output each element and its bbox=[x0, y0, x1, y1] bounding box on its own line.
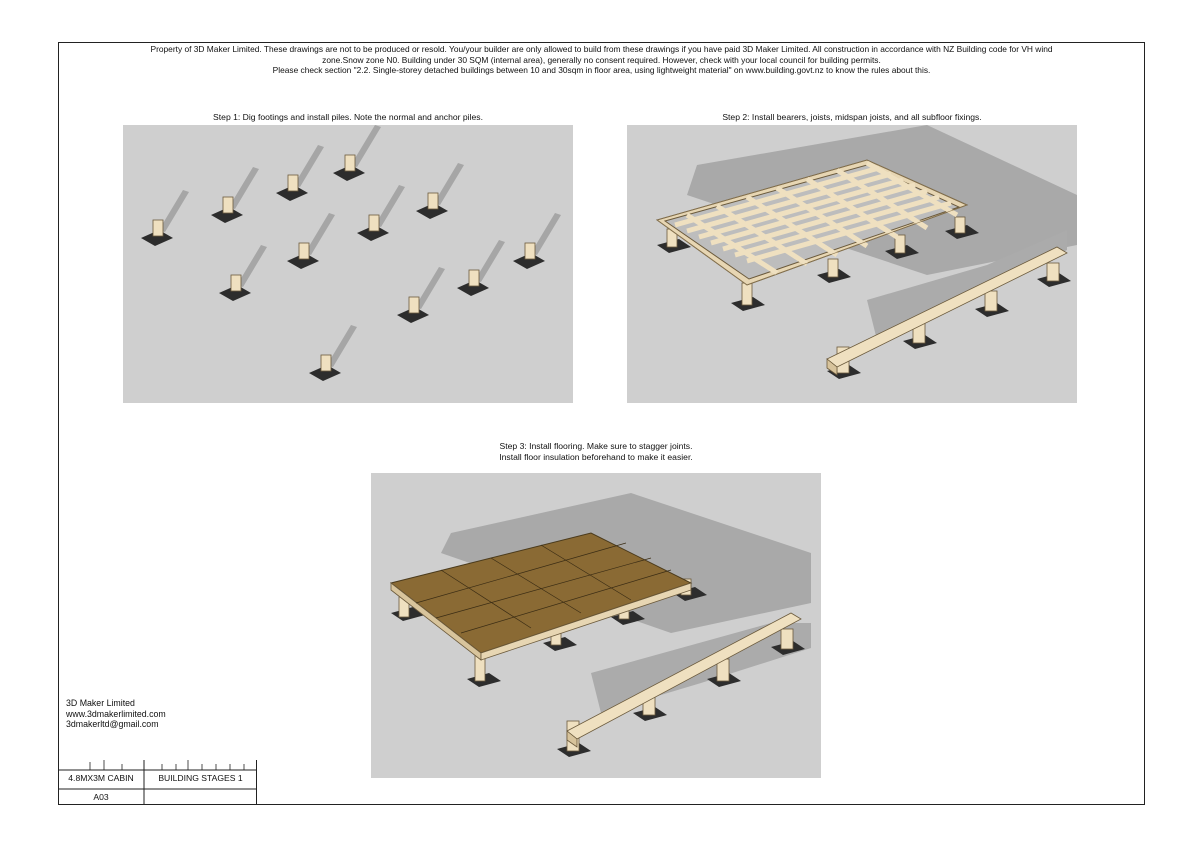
step-3-caption-line-2: Install floor insulation beforehand to make it easier. bbox=[499, 452, 693, 462]
pile bbox=[276, 145, 324, 201]
pile bbox=[287, 213, 335, 269]
disclaimer-text bbox=[60, 44, 1143, 76]
step-3-caption-line-1: Step 3: Install flooring. Make sure to stagger joints. bbox=[499, 441, 693, 451]
disclaimer-line-2: zone.Snow zone N0. Building under 30 SQM (internal area), generally no consent required. However, check with your local council for building permits. bbox=[322, 54, 881, 65]
step-1-piles-drawing bbox=[123, 125, 573, 403]
sheet-number: A03 bbox=[93, 792, 109, 802]
pile bbox=[357, 185, 405, 241]
pile bbox=[309, 325, 357, 381]
pile bbox=[211, 167, 259, 223]
sheet-title: BUILDING STAGES 1 bbox=[158, 773, 243, 783]
project-name: 4.8MX3M CABIN bbox=[68, 773, 134, 783]
company-info bbox=[66, 698, 166, 730]
pile bbox=[333, 125, 381, 181]
pile bbox=[416, 163, 464, 219]
pile bbox=[141, 190, 189, 246]
step-1-illustration bbox=[123, 125, 573, 403]
step-2-caption: Step 2: Install bearers, joists, midspan joists, and all subfloor fixings. bbox=[722, 112, 982, 122]
company-website[interactable]: www.3dmakerlimited.com bbox=[66, 708, 166, 719]
pile bbox=[513, 213, 561, 269]
disclaimer-line-3: Please check section "2.2. Single-storey detached buildings between 10 and 30sqm in floor area, using lightweight material" on www.building.govt.nz to know the rules about this. bbox=[272, 65, 931, 76]
step-2-subfloor-drawing bbox=[627, 125, 1077, 403]
company-email[interactable]: 3dmakerltd@gmail.com bbox=[66, 719, 159, 730]
step-1-caption: Step 1: Dig footings and install piles. Note the normal and anchor piles. bbox=[213, 112, 483, 122]
title-block bbox=[58, 760, 257, 805]
pile bbox=[219, 245, 267, 301]
disclaimer-line-1: Property of 3D Maker Limited. These drawings are not to be produced or resold. You/your builder are only allowed to build from these drawings if you have paid 3D Maker Limited. All construction in accordance with NZ Building code for VH wind bbox=[150, 44, 1053, 54]
pile bbox=[397, 267, 445, 323]
pile bbox=[457, 240, 505, 296]
step-2-illustration bbox=[627, 125, 1077, 403]
step-3-flooring-drawing bbox=[371, 473, 821, 778]
company-name: 3D Maker Limited bbox=[66, 698, 135, 708]
step-3-illustration bbox=[371, 473, 821, 778]
